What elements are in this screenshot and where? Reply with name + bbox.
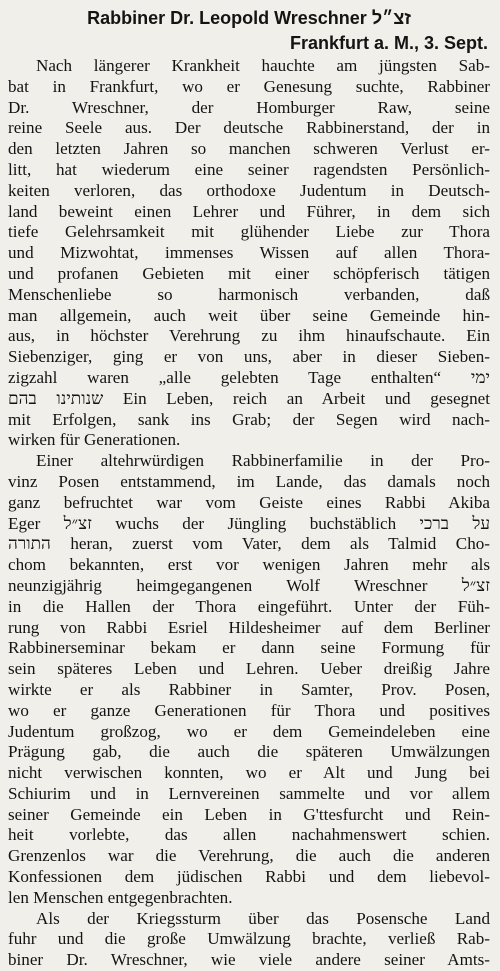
article-line: wirken für Generationen.	[8, 430, 181, 450]
article-line: Grenzenlos war die Verehrung, die auch die anderen	[8, 846, 490, 866]
article-line: Schiurim und in Lernvereinen sammelte und vor allem	[8, 783, 490, 803]
article-line: התורה heran, zuerst vom Vater, dem als Talmid Cho-	[8, 534, 490, 554]
article-line: sein späteres Leben und Lehren. Ueber dreißig Jahre	[8, 659, 490, 679]
article-line: Konfessionen dem jüdischen Rabbi und dem liebevol-	[8, 867, 490, 887]
article-line: seiner Gemeinde ein Leben in G'ttesfurcht und Rein-	[8, 804, 490, 824]
article-line: Dr. Wreschner, der Homburger Raw, seine	[8, 97, 490, 117]
article-line: tiefe Gelehrsamkeit mit glühender Liebe zur Thora	[8, 222, 490, 242]
article-line: neunzigjährig heimgegangenen Wolf Wreschner זצ״ל	[8, 575, 490, 595]
article-line: Prägung gab, die auch die späteren Umwälzungen	[8, 742, 490, 762]
article-line: biner Dr. Wreschner, wie viele andere seiner Amts-	[8, 950, 490, 970]
article-line: Menschenliebe so harmonisch verbanden, daß	[8, 284, 490, 304]
article-line: Siebenziger, ging er von uns, aber in dieser Sieben-	[8, 347, 490, 367]
article-line: wirkte er als Rabbiner in Samter, Prov. Posen,	[8, 679, 490, 699]
article-line: ganz befruchtet war vom Geiste eines Rabbi Akiba	[8, 492, 490, 512]
article-line: und Mizwohtat, immenses Wissen auf allen Thora-	[8, 243, 490, 263]
article-line: heit vorlebte, das allen nachahmenswert schien.	[8, 825, 490, 845]
article-line: bat in Frankfurt, wo er Genesung suchte, Rabbiner	[8, 76, 490, 96]
article-line: in die Hallen der Thora eingeführt. Unter der Füh-	[8, 596, 490, 616]
article-line: wo er ganze Generationen für Thora und positives	[8, 700, 490, 720]
article-line: chom bekannten, erst vor wenigen Jahren mehr als	[8, 555, 490, 575]
article-line: nicht verwischen konnten, wo er Alt und Jung bei	[8, 763, 490, 783]
article-line: vinz Posen entstammend, im Lande, das damals noch	[8, 471, 490, 491]
article-line: den letzten Jahren so manchen schweren Verlust er-	[8, 139, 490, 159]
article-line: Nach längerer Krankheit hauchte am jüngsten Sab-	[36, 56, 490, 75]
article-line: Eger זצ״ל wuchs der Jüngling buchstäblich על ברכי	[8, 513, 490, 533]
article-line: Einer altehrwürdigen Rabbinerfamilie in der Pro-	[36, 451, 490, 471]
article-line: שנותינו בהם Ein Leben, reich an Arbeit und gesegnet	[8, 388, 490, 408]
article-line: Als der Kriegssturm über das Posensche Land	[36, 908, 490, 928]
article-line: keiten verloren, das orthodoxe Judentum in Deutsch-	[8, 180, 490, 200]
article-body	[8, 56, 490, 971]
article-line: mit Erfolgen, sank ins Grab; der Segen wird nach-	[8, 409, 490, 429]
article-line: len Menschen entgegenbrachten.	[8, 887, 233, 907]
article-line: Judentum großzog, wo er dem Gemeindeleben eine	[8, 721, 490, 741]
article-line: man allgemein, auch weit über seine Gemeinde hin-	[8, 305, 490, 325]
article-line: Rabbinerseminar bekam er dann seine Formung für	[8, 638, 490, 658]
article-line: litt, hat wiederum eine seiner ragendsten Persönlich-	[8, 159, 490, 179]
article-line: rung von Rabbi Esriel Hildesheimer auf dem Berliner	[8, 617, 490, 637]
article-title: Rabbiner Dr. Leopold Wreschner זצ״ל	[87, 8, 411, 28]
article-line: zigzahl waren „alle gelebten Tage enthalten“ ימי	[8, 367, 490, 387]
article-line: reine Seele aus. Der deutsche Rabbinerstand, der in	[8, 118, 490, 138]
article-dateline: Frankfurt a. M., 3. Sept.	[289, 33, 488, 53]
article-line: aus, in höchster Verehrung zu ihm hinaufschaute. Ein	[8, 326, 490, 346]
article-line: und profanen Gebieten mit einer schöpferisch tätigen	[8, 263, 490, 283]
article-line: fuhr und die große Umwälzung brachte, verließ Rab-	[8, 929, 490, 949]
article-line: land beweint einen Lehrer und Führer, in dem sich	[8, 201, 490, 221]
